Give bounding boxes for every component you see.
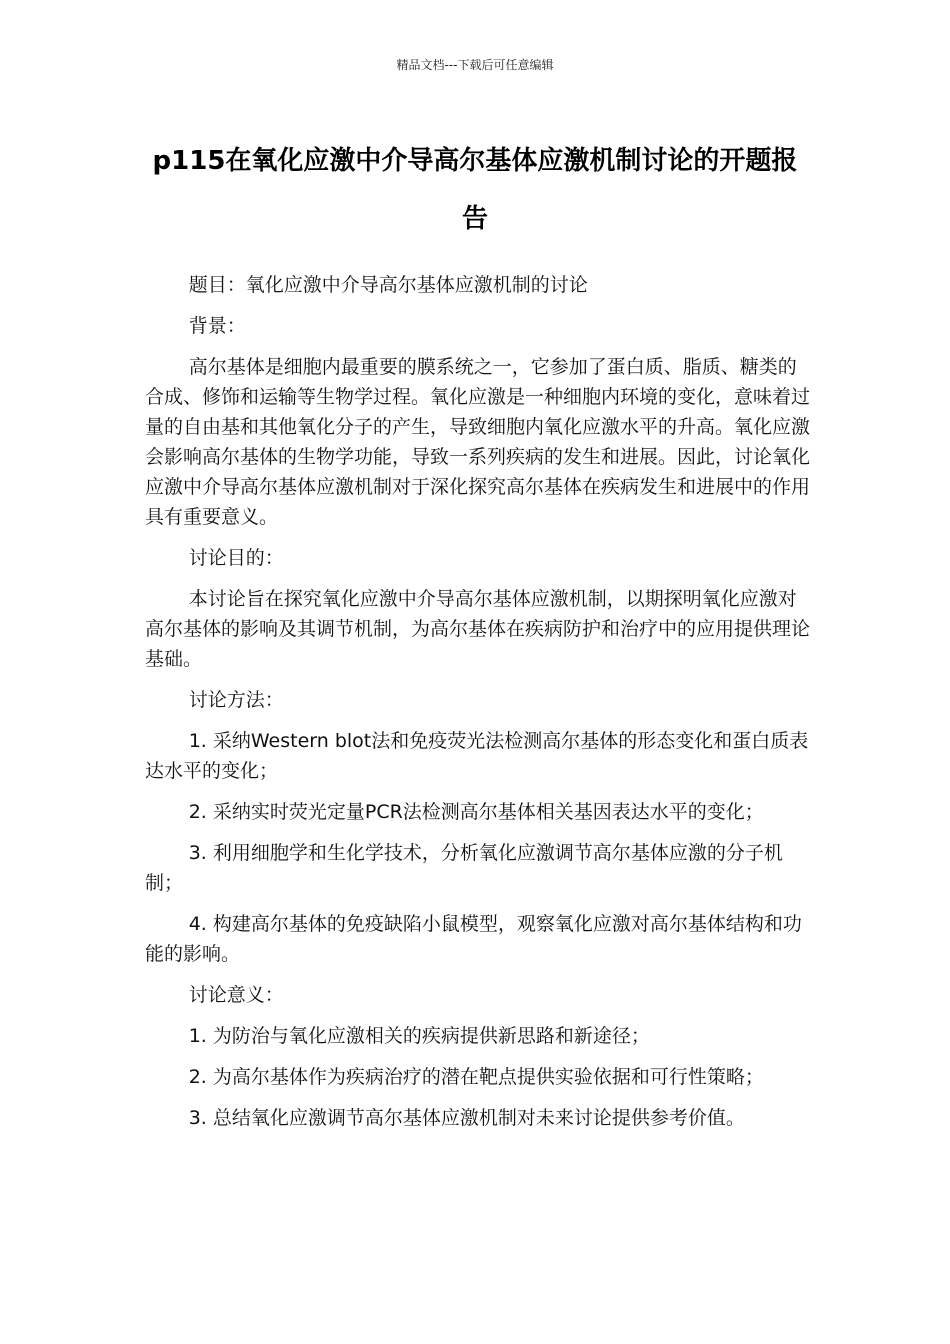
purpose-label: 讨论目的： (188, 547, 284, 569)
method-item: 3. 利用细胞学和生化学技术，分析氧化应激调节高尔基体应激的分子机制； (145, 842, 783, 894)
method-item: 2. 采纳实时荧光定量PCR法检测高尔基体相关基因表达水平的变化； (188, 801, 764, 823)
background-label: 背景： (188, 315, 246, 337)
background-paragraph: 高尔基体是细胞内最重要的膜系统之一，它参加了蛋白质、脂质、糖类的合成、修饰和运输等生物学过程。氧化应激是一种细胞内环境的变化，意味着过量的自由基和其他氧化分子的产生，导致细胞内氧化应激水平的升高。氧化应激会影响高尔基体的生物学功能，导致一系列疾病的发生和进展。因此，讨论氧化应激中介导高尔基体应激机制对于深化探究高尔基体在疾病发生和进展中的作用具有重要意义。 (145, 356, 811, 528)
significance-label: 讨论意义： (188, 984, 284, 1006)
topic-line: 题目：氧化应激中介导高尔基体应激机制的讨论 (188, 274, 588, 296)
purpose-paragraph: 本讨论旨在探究氧化应激中介导高尔基体应激机制，以期探明氧化应激对高尔基体的影响及其调节机制，为高尔基体在疾病防护和治疗中的应用提供理论基础。 (145, 588, 811, 670)
significance-item: 1. 为防治与氧化应激相关的疾病提供新思路和新途径； (188, 1025, 650, 1047)
significance-item: 2. 为高尔基体作为疾病治疗的潜在靶点提供实验依据和可行性策略； (188, 1066, 764, 1088)
significance-item: 3. 总结氧化应激调节高尔基体应激机制对未来讨论提供参考价值。 (188, 1107, 745, 1129)
document-title: p115在氧化应激中介导高尔基体应激机制讨论的开题报告 (152, 146, 798, 234)
methods-label: 讨论方法： (188, 689, 284, 711)
document-body (145, 270, 810, 1144)
method-item: 4. 构建高尔基体的免疫缺陷小鼠模型，观察氧化应激对高尔基体结构和功能的影响。 (145, 913, 802, 965)
header-note: 精品文档---下载后可任意编辑 (396, 58, 554, 72)
method-item: 1. 采纳Western blot法和免疫荧光法检测高尔基体的形态变化和蛋白质表达水平的变化； (145, 730, 809, 782)
